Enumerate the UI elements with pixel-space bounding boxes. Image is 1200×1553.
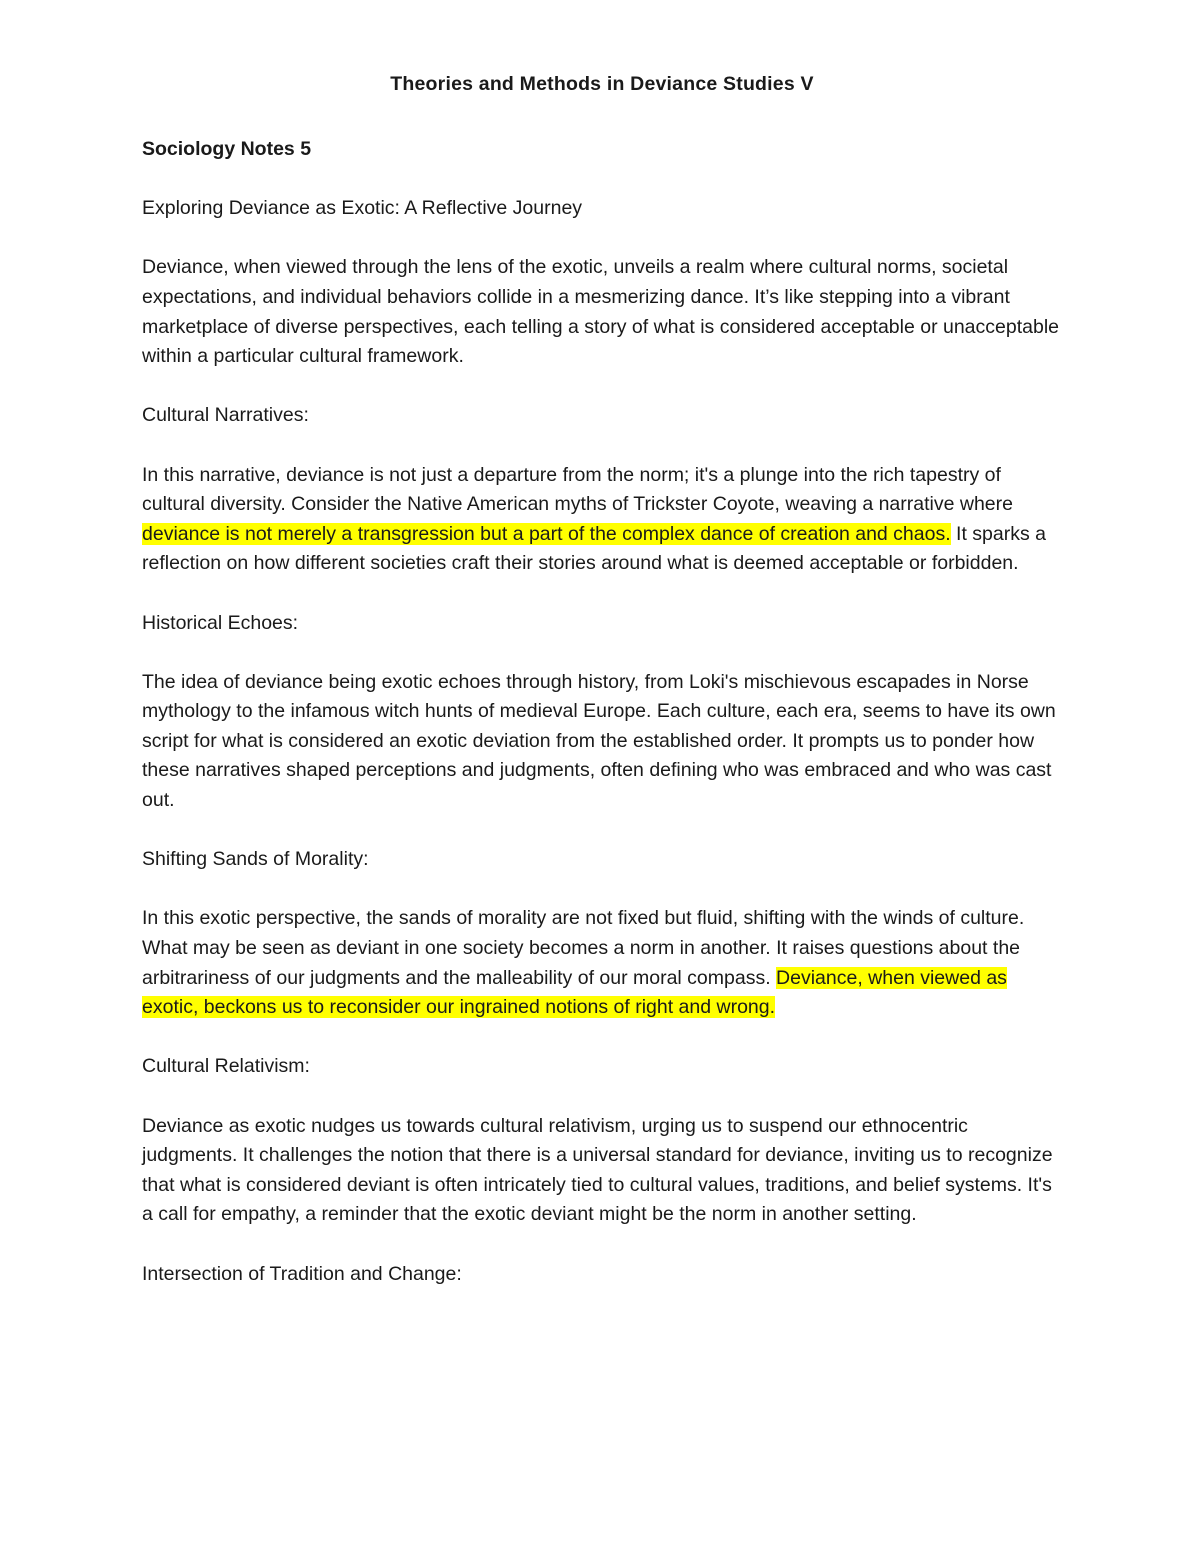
section-heading: Historical Echoes: bbox=[142, 611, 299, 634]
intro-paragraph: Deviance, when viewed through the lens of the exotic, unveils a realm where cultural norms, societal expectations, and individual behaviors collide in a mesmerizing dance. It’s like stepping into a vibrant marketplace of diverse perspectives, each telling a story of what is considered acceptable or unacceptable within a particular cultural framework. bbox=[142, 256, 1060, 368]
section-heading: Cultural Relativism: bbox=[142, 1055, 310, 1078]
highlighted-text: Deviance, when viewed as exotic, beckons us to reconsider our ingrained notions of right and wrong. bbox=[142, 966, 1007, 1019]
paragraph-text: It sparks a reflection on how different societies craft their stories around what is deemed acceptable or forbidden. bbox=[142, 522, 1047, 575]
paragraph-text: In this narrative, deviance is not just a departure from the norm; it's a plunge into the rich tapestry of cultural diversity. Consider the Native American myths of Trickster Coyote, weaving a narrative where bbox=[142, 463, 1013, 516]
section-heading: Shifting Sands of Morality: bbox=[142, 848, 369, 871]
section-paragraph: Deviance as exotic nudges us towards cultural relativism, urging us to suspend our ethnocentric judgments. It challenges the notion that there is a universal standard for deviance, inviting us to recognize that what is considered deviant is often intricately tied to cultural values, traditions, and belief systems. It's a call for empathy, a reminder that the exotic deviant might be the norm in another setting. bbox=[142, 1114, 1053, 1226]
section-heading: Intersection of Tradition and Change: bbox=[142, 1262, 462, 1285]
document-subtitle: Sociology Notes 5 bbox=[142, 138, 312, 160]
paragraph-text: In this exotic perspective, the sands of morality are not fixed but fluid, shifting with the winds of culture. What may be seen as deviant in one society becomes a norm in another. It raises questions about the arbitrariness of our judgments and the malleability of our moral compass. bbox=[142, 907, 1025, 989]
document-page bbox=[142, 66, 1062, 1289]
document-title: Theories and Methods in Deviance Studies V bbox=[390, 73, 814, 95]
section-paragraph bbox=[142, 904, 1062, 1022]
highlighted-text: deviance is not merely a transgression but a part of the complex dance of creation and chaos. bbox=[142, 522, 951, 545]
section-heading: Cultural Narratives: bbox=[142, 404, 309, 427]
section-paragraph bbox=[142, 461, 1062, 579]
section-paragraph: The idea of deviance being exotic echoes through history, from Loki's mischievous escapades in Norse mythology to the infamous witch hunts of medieval Europe. Each culture, each era, seems to have its own script for what is considered an exotic deviation from the established order. It prompts us to ponder how these narratives shaped perceptions and judgments, often defining who was embraced and who was cast out. bbox=[142, 670, 1056, 812]
section-heading: Exploring Deviance as Exotic: A Reflective Journey bbox=[142, 197, 583, 220]
